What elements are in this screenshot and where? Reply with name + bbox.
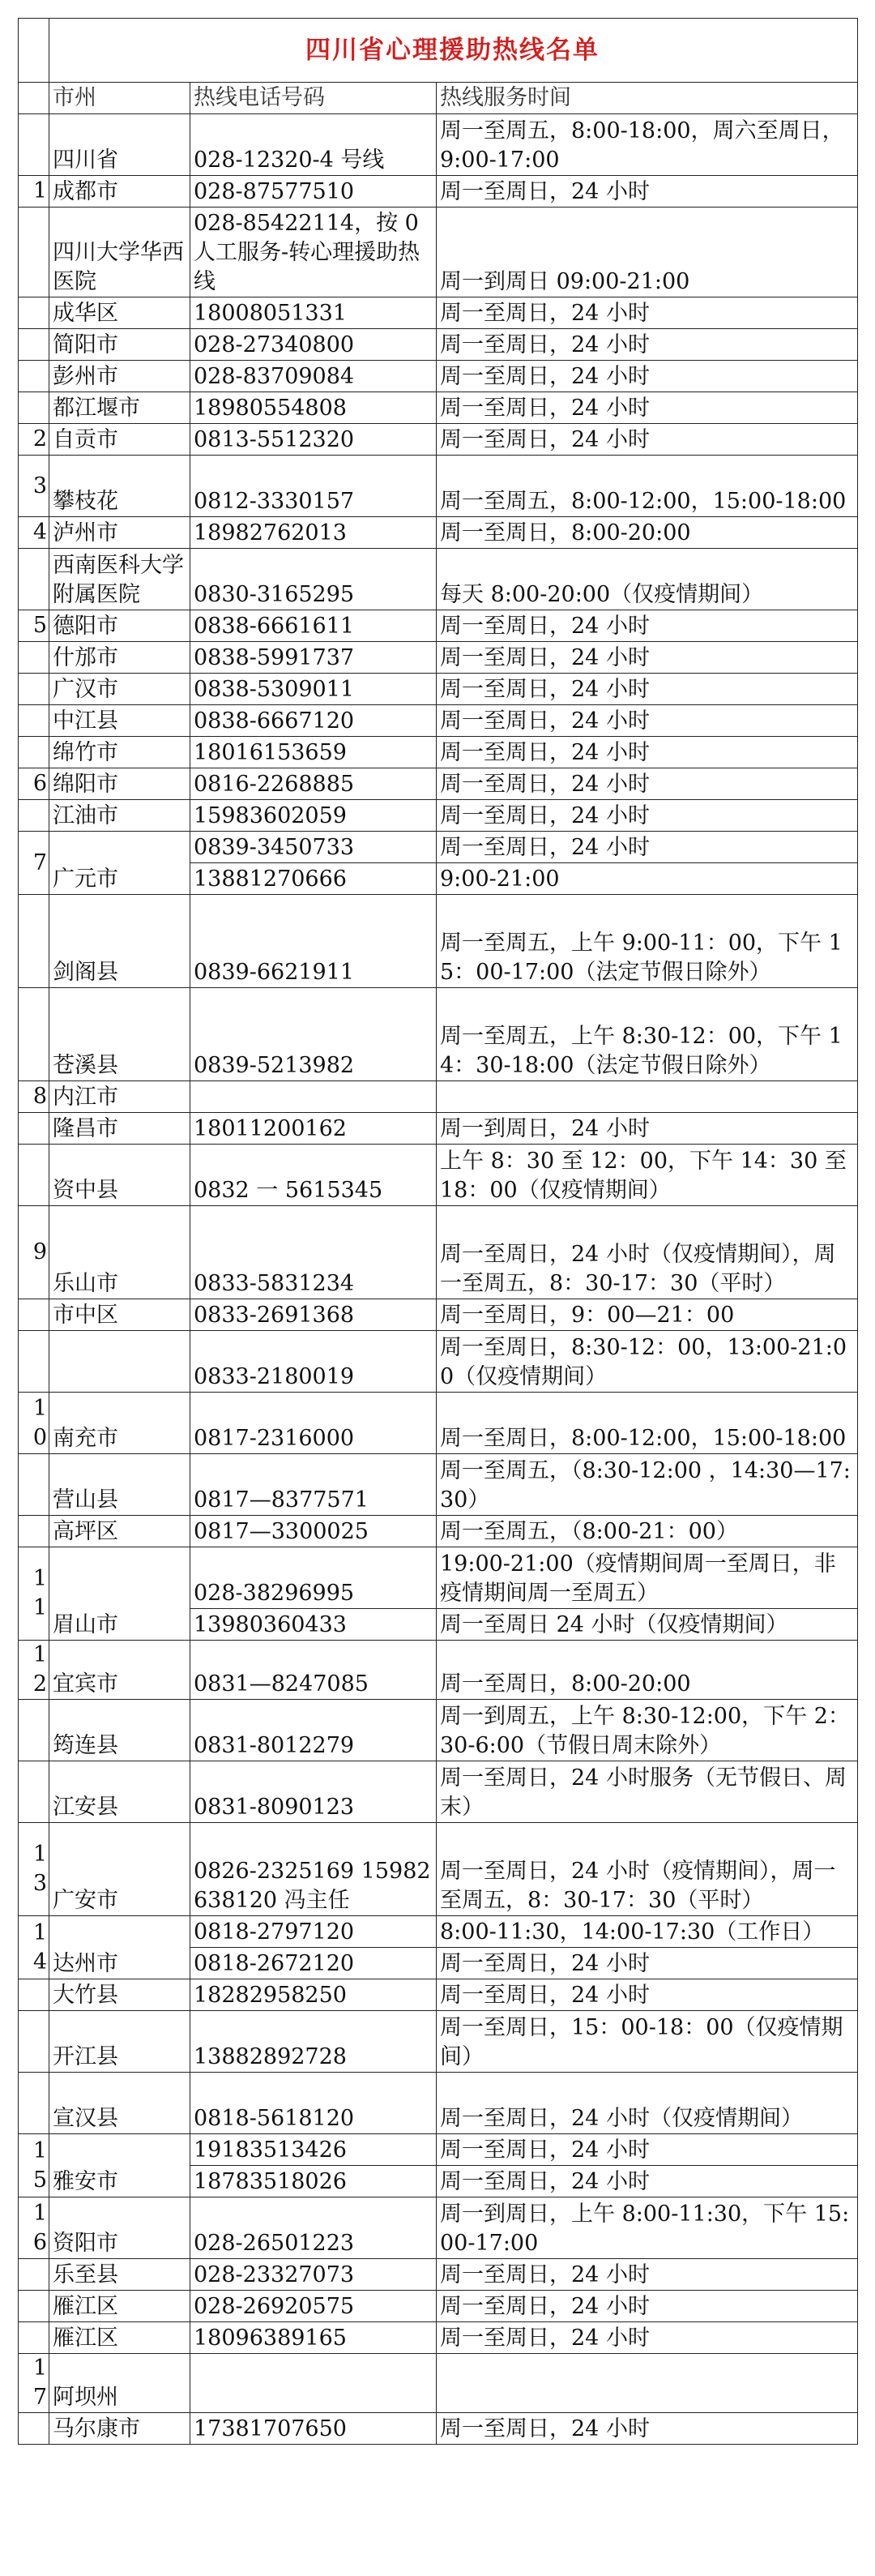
phone-cell: 0831-8090123 bbox=[190, 1761, 437, 1823]
city-cell: 四川大学华西医院 bbox=[49, 208, 190, 297]
table-row bbox=[19, 642, 858, 674]
table-row bbox=[19, 800, 858, 832]
hours-cell: 周一至周日，24 小时 bbox=[437, 832, 858, 863]
row-number: 12 bbox=[19, 1641, 49, 1700]
table-row bbox=[19, 2134, 858, 2166]
city-cell: 乐山市 bbox=[49, 1206, 190, 1299]
hours-cell: 周一至周日，24 小时 bbox=[437, 2413, 858, 2445]
city-cell: 中江县 bbox=[49, 705, 190, 737]
hours-cell: 周一至周日，24 小时 bbox=[437, 2259, 858, 2291]
phone-cell: 028-27340800 bbox=[190, 329, 437, 361]
row-number: 8 bbox=[19, 1081, 49, 1113]
city-cell: 资中县 bbox=[49, 1145, 190, 1206]
table-row bbox=[19, 1823, 858, 1916]
hours-cell: 周一至周日，24 小时 bbox=[437, 2322, 858, 2354]
row-number: 9 bbox=[19, 1206, 49, 1299]
hours-cell: 周一至周日，24 小时 bbox=[437, 2134, 858, 2166]
city-cell: 广汉市 bbox=[49, 674, 190, 705]
phone-cell: 18783518026 bbox=[190, 2166, 437, 2197]
hotline-table-body bbox=[19, 19, 858, 2445]
table-row bbox=[19, 549, 858, 610]
city-cell: 雅安市 bbox=[49, 2134, 190, 2197]
row-number bbox=[19, 988, 49, 1081]
city-cell: 隆昌市 bbox=[49, 1113, 190, 1145]
table-row bbox=[19, 392, 858, 424]
table-row bbox=[19, 1916, 858, 1948]
hours-cell: 周一至周五，8:00-12:00，15:00-18:00 bbox=[437, 456, 858, 517]
phone-cell: 0817—3300025 bbox=[190, 1516, 437, 1547]
phone-cell: 18016153659 bbox=[190, 737, 437, 768]
phone-cell: 0813-5512320 bbox=[190, 424, 437, 456]
table-row bbox=[19, 2197, 858, 2259]
city-cell: 乐至县 bbox=[49, 2259, 190, 2291]
row-number bbox=[19, 2259, 49, 2291]
hours-cell: 8:00-11:30，14:00-17:30（工作日） bbox=[437, 1916, 858, 1948]
phone-cell: 028-38296995 bbox=[190, 1547, 437, 1609]
table-row bbox=[19, 456, 858, 517]
phone-cell: 028-87577510 bbox=[190, 176, 437, 208]
phone-cell: 028-85422114，按 0 人工服务-转心理援助热线 bbox=[190, 208, 437, 297]
hours-cell: 周一至周日，24 小时 bbox=[437, 2291, 858, 2322]
phone-cell: 0830-3165295 bbox=[190, 549, 437, 610]
header-row bbox=[19, 83, 858, 114]
phone-cell: 028-26501223 bbox=[190, 2197, 437, 2259]
city-cell: 雁江区 bbox=[49, 2322, 190, 2354]
city-cell: 广元市 bbox=[49, 832, 190, 895]
hours-cell: 周一至周日，24 小时服务（无节假日、周末） bbox=[437, 1761, 858, 1823]
city-cell: 都江堰市 bbox=[49, 392, 190, 424]
table-row bbox=[19, 1641, 858, 1700]
hours-cell: 周一至周日，24 小时 bbox=[437, 361, 858, 392]
title-row bbox=[19, 19, 858, 83]
table-row bbox=[19, 674, 858, 705]
row-number bbox=[19, 800, 49, 832]
row-number bbox=[19, 361, 49, 392]
table-row bbox=[19, 1113, 858, 1145]
table-row bbox=[19, 2413, 858, 2445]
row-number bbox=[19, 705, 49, 737]
table-row bbox=[19, 297, 858, 329]
hours-cell: 周一至周日，24 小时 bbox=[437, 800, 858, 832]
hours-cell: 周一至周五，上午 9:00-11：00，下午 15：00-17:00（法定节假日除外） bbox=[437, 895, 858, 988]
row-number bbox=[19, 1145, 49, 1206]
city-cell: 江油市 bbox=[49, 800, 190, 832]
table-row bbox=[19, 1206, 858, 1299]
row-number bbox=[19, 549, 49, 610]
row-number bbox=[19, 208, 49, 297]
phone-cell: 18980554808 bbox=[190, 392, 437, 424]
table-row bbox=[19, 329, 858, 361]
phone-cell: 0838-6661611 bbox=[190, 610, 437, 642]
row-number bbox=[19, 329, 49, 361]
row-number bbox=[19, 1761, 49, 1823]
hours-cell: 周一至周日，24 小时 bbox=[437, 610, 858, 642]
table-row bbox=[19, 1081, 858, 1113]
table-row bbox=[19, 2073, 858, 2134]
phone-cell: 0839-6621911 bbox=[190, 895, 437, 988]
city-cell: 宣汉县 bbox=[49, 2073, 190, 2134]
phone-cell: 028-23327073 bbox=[190, 2259, 437, 2291]
phone-cell: 0812-3330157 bbox=[190, 456, 437, 517]
row-number bbox=[19, 1331, 49, 1393]
hours-cell: 周一至周日，24 小时（仅疫情期间），周一至周五，8：30-17：30（平时） bbox=[437, 1206, 858, 1299]
phone-cell: 0833-5831234 bbox=[190, 1206, 437, 1299]
title-number-cell bbox=[19, 19, 49, 83]
city-cell: 宜宾市 bbox=[49, 1641, 190, 1700]
table-row bbox=[19, 517, 858, 549]
phone-cell: 0831—8247085 bbox=[190, 1641, 437, 1700]
row-number bbox=[19, 1454, 49, 1516]
hours-cell: 周一至周日，24 小时 bbox=[437, 392, 858, 424]
hours-cell: 周一至周日，8:00-12:00，15:00-18:00 bbox=[437, 1393, 858, 1454]
table-row bbox=[19, 208, 858, 297]
table-row bbox=[19, 114, 858, 176]
table-row bbox=[19, 1454, 858, 1516]
phone-cell: 028-12320-4 号线 bbox=[190, 114, 437, 176]
row-number: 13 bbox=[19, 1823, 49, 1916]
table-row bbox=[19, 2322, 858, 2354]
phone-cell: 19183513426 bbox=[190, 2134, 437, 2166]
phone-cell: 0838-5991737 bbox=[190, 642, 437, 674]
phone-cell: 0817-2316000 bbox=[190, 1393, 437, 1454]
city-cell: 内江市 bbox=[49, 1081, 190, 1113]
row-number: 4 bbox=[19, 517, 49, 549]
header-hours: 热线服务时间 bbox=[437, 83, 858, 114]
city-cell: 大竹县 bbox=[49, 1979, 190, 2011]
row-number bbox=[19, 1113, 49, 1145]
phone-cell: 0818-2672120 bbox=[190, 1948, 437, 1979]
table-row bbox=[19, 895, 858, 988]
row-number bbox=[19, 1516, 49, 1547]
table-row bbox=[19, 2259, 858, 2291]
hours-cell: 周一至周五，上午 8:30-12：00，下午 14：30-18:00（法定节假日除外） bbox=[437, 988, 858, 1081]
hours-cell: 周一至周日，8:00-20:00 bbox=[437, 1641, 858, 1700]
row-number: 14 bbox=[19, 1916, 49, 1979]
row-number: 11 bbox=[19, 1547, 49, 1641]
city-cell: 四川省 bbox=[49, 114, 190, 176]
table-row bbox=[19, 610, 858, 642]
hours-cell: 周一至周日，24 小时 bbox=[437, 737, 858, 768]
phone-cell: 18096389165 bbox=[190, 2322, 437, 2354]
phone-cell: 18982762013 bbox=[190, 517, 437, 549]
city-cell: 泸州市 bbox=[49, 517, 190, 549]
table-row bbox=[19, 1700, 858, 1761]
city-cell: 西南医科大学附属医院 bbox=[49, 549, 190, 610]
row-number bbox=[19, 1700, 49, 1761]
hours-cell: 周一至周日，24 小时 bbox=[437, 1948, 858, 1979]
hours-cell: 周一至周五，（8:00-21：00） bbox=[437, 1516, 858, 1547]
row-number bbox=[19, 297, 49, 329]
phone-cell: 18282958250 bbox=[190, 1979, 437, 2011]
city-cell: 彭州市 bbox=[49, 361, 190, 392]
hours-cell: 周一到周日，上午 8:00-11:30，下午 15:00-17:00 bbox=[437, 2197, 858, 2259]
phone-cell: 0817—8377571 bbox=[190, 1454, 437, 1516]
city-cell: 雁江区 bbox=[49, 2291, 190, 2322]
hours-cell bbox=[437, 1081, 858, 1113]
row-number: 15 bbox=[19, 2134, 49, 2197]
header-phone: 热线电话号码 bbox=[190, 83, 437, 114]
table-row bbox=[19, 361, 858, 392]
hours-cell: 周一至周日，24 小时 bbox=[437, 768, 858, 800]
phone-cell: 0839-3450733 bbox=[190, 832, 437, 863]
city-cell: 阿坝州 bbox=[49, 2354, 190, 2413]
city-cell: 资阳市 bbox=[49, 2197, 190, 2259]
header-city: 市州 bbox=[49, 83, 190, 114]
table-row bbox=[19, 1516, 858, 1547]
city-cell: 眉山市 bbox=[49, 1547, 190, 1641]
row-number bbox=[19, 674, 49, 705]
table-row bbox=[19, 2291, 858, 2322]
city-cell: 马尔康市 bbox=[49, 2413, 190, 2445]
table-row bbox=[19, 1979, 858, 2011]
row-number bbox=[19, 737, 49, 768]
city-cell: 成都市 bbox=[49, 176, 190, 208]
city-cell: 苍溪县 bbox=[49, 988, 190, 1081]
city-cell: 营山县 bbox=[49, 1454, 190, 1516]
phone-cell: 0832 一 5615345 bbox=[190, 1145, 437, 1206]
phone-cell: 0838-6667120 bbox=[190, 705, 437, 737]
row-number: 7 bbox=[19, 832, 49, 895]
hours-cell: 周一至周日，24 小时 bbox=[437, 176, 858, 208]
phone-cell: 0816-2268885 bbox=[190, 768, 437, 800]
phone-cell: 13881270666 bbox=[190, 863, 437, 895]
table-row bbox=[19, 1145, 858, 1206]
hours-cell: 周一至周日，24 小时 bbox=[437, 705, 858, 737]
city-cell: 市中区 bbox=[49, 1299, 190, 1331]
hours-cell: 周一至周日，24 小时 bbox=[437, 642, 858, 674]
hours-cell: 上午 8：30 至 12：00，下午 14：30 至 18：00（仅疫情期间） bbox=[437, 1145, 858, 1206]
row-number: 16 bbox=[19, 2197, 49, 2259]
table-row bbox=[19, 1393, 858, 1454]
table-row bbox=[19, 1761, 858, 1823]
table-row bbox=[19, 1547, 858, 1609]
hours-cell: 周一至周日，24 小时（仅疫情期间） bbox=[437, 2073, 858, 2134]
row-number bbox=[19, 642, 49, 674]
row-number bbox=[19, 2413, 49, 2445]
hours-cell: 周一到周日，24 小时 bbox=[437, 1113, 858, 1145]
hours-cell: 周一至周日 24 小时（仅疫情期间） bbox=[437, 1609, 858, 1641]
row-number: 1 bbox=[19, 176, 49, 208]
city-cell: 高坪区 bbox=[49, 1516, 190, 1547]
row-number: 6 bbox=[19, 768, 49, 800]
city-cell: 南充市 bbox=[49, 1393, 190, 1454]
hours-cell: 周一到周日 09:00-21:00 bbox=[437, 208, 858, 297]
phone-cell: 18008051331 bbox=[190, 297, 437, 329]
row-number: 2 bbox=[19, 424, 49, 456]
city-cell: 自贡市 bbox=[49, 424, 190, 456]
phone-cell: 15983602059 bbox=[190, 800, 437, 832]
hours-cell: 每天 8:00-20:00（仅疫情期间） bbox=[437, 549, 858, 610]
table-row bbox=[19, 705, 858, 737]
city-cell: 剑阁县 bbox=[49, 895, 190, 988]
city-cell: 攀枝花 bbox=[49, 456, 190, 517]
phone-cell: 17381707650 bbox=[190, 2413, 437, 2445]
phone-cell: 0833-2691368 bbox=[190, 1299, 437, 1331]
city-cell: 江安县 bbox=[49, 1761, 190, 1823]
hours-cell: 周一至周五，8:00-18:00，周六至周日，9:00-17:00 bbox=[437, 114, 858, 176]
row-number bbox=[19, 895, 49, 988]
hours-cell: 9:00-21:00 bbox=[437, 863, 858, 895]
city-cell: 什邡市 bbox=[49, 642, 190, 674]
table-row bbox=[19, 988, 858, 1081]
phone-cell: 0826-2325169 15982638120 冯主任 bbox=[190, 1823, 437, 1916]
table-title: 四川省心理援助热线名单 bbox=[49, 19, 858, 83]
phone-cell bbox=[190, 2354, 437, 2413]
hours-cell: 周一至周日，8:00-20:00 bbox=[437, 517, 858, 549]
row-number: 5 bbox=[19, 610, 49, 642]
hours-cell: 周一至周日，24 小时 bbox=[437, 297, 858, 329]
hours-cell: 周一至周日，24 小时 bbox=[437, 1979, 858, 2011]
phone-cell: 18011200162 bbox=[190, 1113, 437, 1145]
table-row bbox=[19, 176, 858, 208]
phone-cell bbox=[190, 1081, 437, 1113]
row-number bbox=[19, 114, 49, 176]
hours-cell: 周一至周日，24 小时 bbox=[437, 2166, 858, 2197]
table-row bbox=[19, 737, 858, 768]
city-cell: 德阳市 bbox=[49, 610, 190, 642]
phone-cell: 13980360433 bbox=[190, 1609, 437, 1641]
hours-cell: 周一至周日，9：00—21：00 bbox=[437, 1299, 858, 1331]
header-number-cell bbox=[19, 83, 49, 114]
row-number bbox=[19, 2291, 49, 2322]
city-cell: 绵竹市 bbox=[49, 737, 190, 768]
city-cell: 筠连县 bbox=[49, 1700, 190, 1761]
hours-cell: 周一到周五，上午 8:30-12:00，下午 2：30-6:00（节假日周末除外） bbox=[437, 1700, 858, 1761]
phone-cell: 0818-2797120 bbox=[190, 1916, 437, 1948]
city-cell bbox=[49, 1331, 190, 1393]
hours-cell: 19:00-21:00（疫情期间周一至周日，非疫情期间周一至周五） bbox=[437, 1547, 858, 1609]
city-cell: 达州市 bbox=[49, 1916, 190, 1979]
row-number bbox=[19, 1299, 49, 1331]
hours-cell: 周一至周日，24 小时（疫情期间），周一至周五，8：30-17：30（平时） bbox=[437, 1823, 858, 1916]
hours-cell: 周一至周日，15：00-18：00（仅疫情期间） bbox=[437, 2011, 858, 2073]
table-row bbox=[19, 2011, 858, 2073]
hotline-table bbox=[18, 18, 858, 2445]
phone-cell: 028-26920575 bbox=[190, 2291, 437, 2322]
row-number bbox=[19, 1979, 49, 2011]
hours-cell: 周一至周五，（8:30-12:00 ，14:30—17:30） bbox=[437, 1454, 858, 1516]
table-row bbox=[19, 768, 858, 800]
city-cell: 绵阳市 bbox=[49, 768, 190, 800]
hours-cell: 周一至周日，24 小时 bbox=[437, 329, 858, 361]
row-number bbox=[19, 2073, 49, 2134]
table-row bbox=[19, 1299, 858, 1331]
hours-cell: 周一至周日，24 小时 bbox=[437, 424, 858, 456]
city-cell: 简阳市 bbox=[49, 329, 190, 361]
phone-cell: 0818-5618120 bbox=[190, 2073, 437, 2134]
city-cell: 广安市 bbox=[49, 1823, 190, 1916]
row-number: 17 bbox=[19, 2354, 49, 2413]
table-row bbox=[19, 1331, 858, 1393]
city-cell: 开江县 bbox=[49, 2011, 190, 2073]
phone-cell: 0838-5309011 bbox=[190, 674, 437, 705]
city-cell: 成华区 bbox=[49, 297, 190, 329]
phone-cell: 0833-2180019 bbox=[190, 1331, 437, 1393]
phone-cell: 0831-8012279 bbox=[190, 1700, 437, 1761]
phone-cell: 028-83709084 bbox=[190, 361, 437, 392]
row-number bbox=[19, 2322, 49, 2354]
row-number: 3 bbox=[19, 456, 49, 517]
row-number bbox=[19, 2011, 49, 2073]
phone-cell: 0839-5213982 bbox=[190, 988, 437, 1081]
hours-cell bbox=[437, 2354, 858, 2413]
row-number: 10 bbox=[19, 1393, 49, 1454]
table-row bbox=[19, 424, 858, 456]
row-number bbox=[19, 392, 49, 424]
phone-cell: 13882892728 bbox=[190, 2011, 437, 2073]
hours-cell: 周一至周日，8:30-12：00，13:00-21:00（仅疫情期间） bbox=[437, 1331, 858, 1393]
table-row bbox=[19, 832, 858, 863]
hours-cell: 周一至周日，24 小时 bbox=[437, 674, 858, 705]
table-row bbox=[19, 2354, 858, 2413]
